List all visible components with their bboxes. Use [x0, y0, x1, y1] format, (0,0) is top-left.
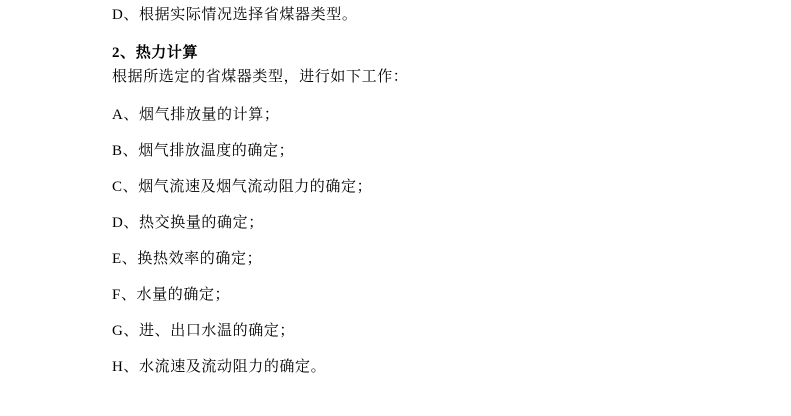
paragraph-item-a-flue-gas-discharge: A、烟气排放量的计算； [112, 107, 280, 123]
paragraph-item-h-water-velocity: H、水流速及流动阻力的确定。 [112, 359, 327, 375]
paragraph-item-f-water-volume: F、水量的确定； [112, 287, 231, 303]
document-text-block [112, 0, 712, 376]
paragraph-item-d-heat-exchange: D、热交换量的确定； [112, 215, 264, 231]
paragraph-item-d-economizer-type: D、根据实际情况选择省煤器类型。 [112, 7, 358, 23]
paragraph-item-c-flue-gas-velocity: C、烟气流速及烟气流动阻力的确定； [112, 179, 373, 195]
paragraph-item-b-flue-gas-temp: B、烟气排放温度的确定； [112, 143, 295, 159]
paragraph-intro-based-on-selected-type: 根据所选定的省煤器类型，进行如下工作： [112, 69, 409, 85]
paragraph-item-e-heat-efficiency: E、换热效率的确定； [112, 251, 263, 267]
paragraph-heading-2-thermal-calc: 2、热力计算 [112, 45, 199, 61]
paragraph-item-g-inlet-outlet-temp: G、进、出口水温的确定； [112, 323, 296, 339]
